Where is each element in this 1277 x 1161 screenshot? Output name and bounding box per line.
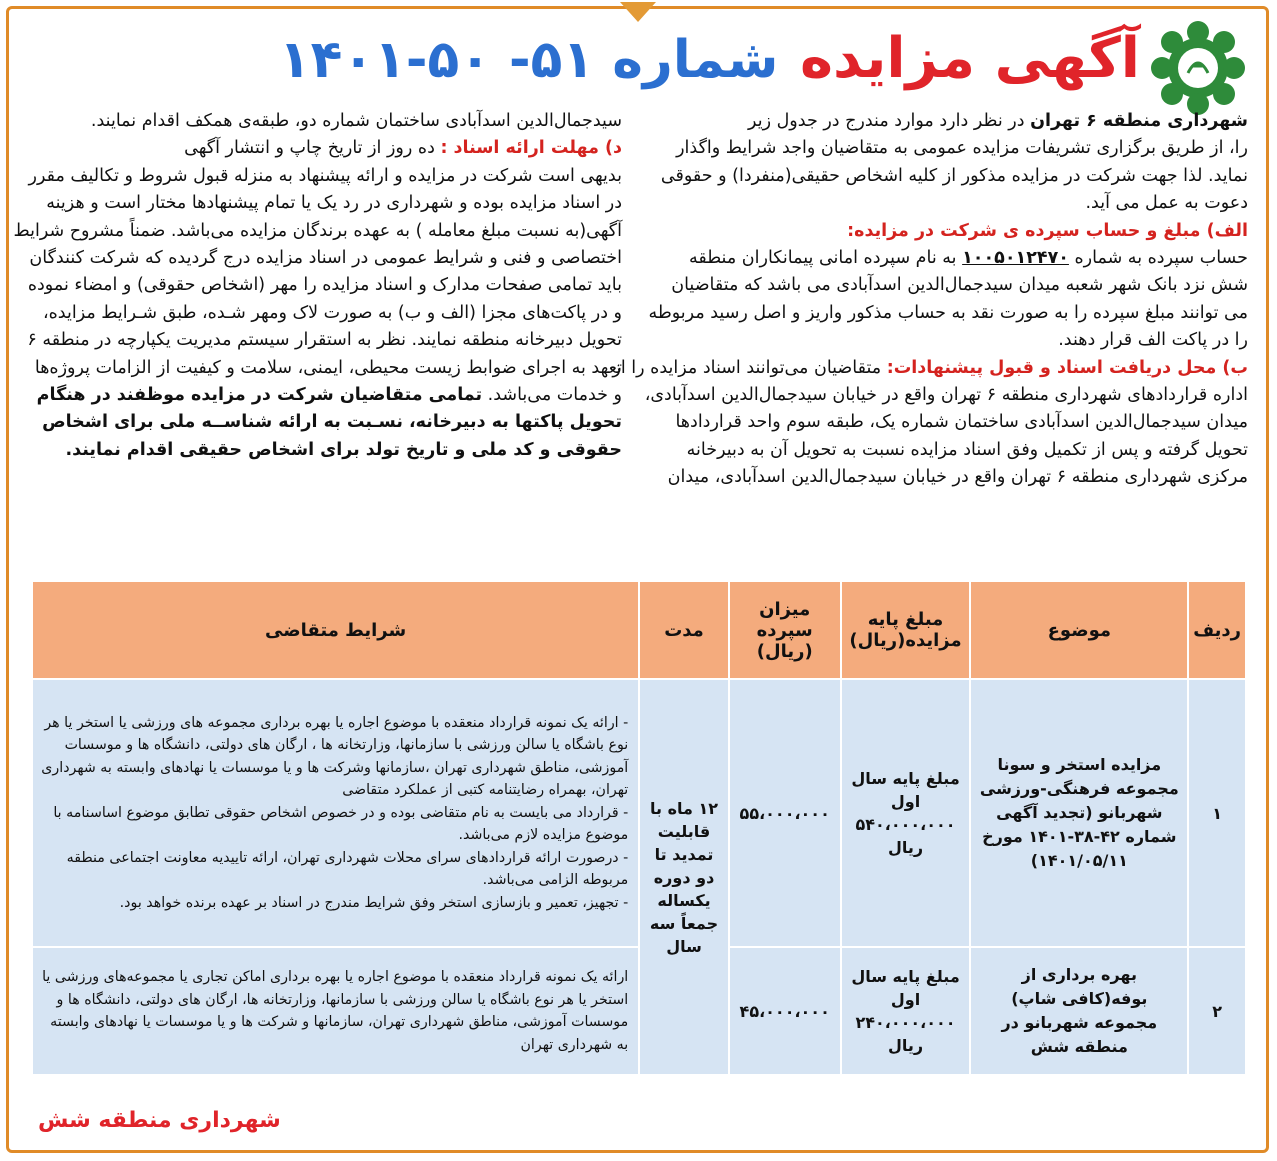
table-header-row	[32, 581, 1246, 679]
left-line-11: و خدمات می‌باشد. تمامی متقاضیان شرکت در مزایده موظفند در هنگام	[36, 385, 622, 406]
row-conditions	[32, 679, 639, 947]
condition-item: - قرارداد می بایست به نام متقاضی بوده و در خصوص اشخاص حقوقی تطابق موضوع اساسنامه با موضوع مزایده لازم می‌باشد.	[53, 804, 629, 844]
header-deposit: میزان سپرده (ریال)	[729, 581, 841, 679]
table-row	[32, 947, 1246, 1075]
intro-line-4: دعوت به عمل می آید.	[1085, 193, 1248, 214]
row-base-price: مبلغ پایه سال اول ۲۴۰،۰۰۰،۰۰۰ ریال	[841, 947, 971, 1075]
header-base-price: مبلغ پایه مزایده(ریال)	[841, 581, 971, 679]
header-row-number: ردیف	[1188, 581, 1246, 679]
section-b-heading: ب) محل دریافت اسناد و قبول پیشنهادات:	[886, 357, 1248, 378]
section-a-line-4: را در پاکت الف قرار دهند.	[1058, 330, 1248, 351]
left-line-3: بدیهی است شرکت در مزایده و ارائه پیشنهاد به منزله قبول شروط و تکالیف مقرر	[28, 165, 622, 186]
row-deposit: ۵۵،۰۰۰،۰۰۰	[729, 679, 841, 947]
header-duration: مدت	[639, 581, 729, 679]
top-pointer-icon	[620, 2, 656, 22]
ad-title	[278, 26, 1140, 106]
condition-item: - تجهیز، تعمیر و بازسازی استخر وفق شرایط مندرج در اسناد بر عهده برنده خواهد بود.	[119, 894, 629, 911]
left-text-column	[13, 108, 622, 464]
intro-line-1: شهرداری منطقه ۶ تهران در نظر دارد موارد مندرج در جدول زیر	[748, 111, 1248, 131]
row-subject: مزایده استخر و سونا مجموعه فرهنگی-ورزشی شهربانو (تجدید آگهی شماره ۴۲-۳۸-۱۴۰۱ مورخ ۱۴۰۱/۰۵/۱۱)	[970, 679, 1188, 947]
intro-line-2: را، از طریق برگزاری تشریفات مزایده عمومی به متقاضیان واجد شرایط واگذار	[676, 138, 1248, 159]
section-a-line-3: می توانند مبلغ سپرده را به صورت نقد به حساب مذکور واریز و اصل رسید مربوطه	[648, 302, 1248, 323]
left-line-6: اختصاصی و فنی و شرایط عمومی در اسناد مزایده درج گردیده که شرکت کنندگان	[29, 248, 622, 269]
intro-line-3: نماید. لذا جهت شرکت در مزایده مذکور از کلیه اشخاص حقیقی(منفردا) و حقوقی	[660, 165, 1248, 186]
section-b-line-2: اداره قراردادهای شهرداری منطقه ۶ تهران واقع در خیابان سیدجمال‌الدین اسدآبادی،	[644, 385, 1248, 406]
row-deposit: ۴۵،۰۰۰،۰۰۰	[729, 947, 841, 1075]
section-b-line-5: مرکزی شهرداری منطقه ۶ تهران واقع در خیابان سیدجمال‌الدین اسدآبادی، میدان	[667, 467, 1248, 488]
left-line-13: حقوقی و کد ملی و تاریخ تولد برای اشخاص حقیقی اقدام نمایند.	[65, 439, 622, 460]
left-line-9: تحویل دبیرخانه منطقه نمایند. نظر به استقرار سیستم مدیریت یکپارچه در منطقه ۶	[27, 330, 622, 351]
header-subject: موضوع	[970, 581, 1188, 679]
row-number: ۱	[1188, 679, 1246, 947]
row-number: ۲	[1188, 947, 1246, 1075]
row-conditions	[32, 947, 639, 1075]
right-text-column	[612, 108, 1248, 492]
left-line-12: تحویل پاکتها به دبیرخانه، نسـبت به ارائه شناســه ملی برای اشخاص	[42, 412, 622, 433]
municipality-logo-icon	[1148, 18, 1248, 118]
left-line-2: د) مهلت ارائه اسناد : ده روز از تاریخ چاپ و انتشار آگهی	[184, 138, 622, 159]
left-line-4: در اسناد مزایده بوده و شهرداری در رد یک یا تمام پیشنهادها مختار است و هزینه	[46, 193, 622, 214]
section-b-line-1: ب) محل دریافت اسناد و قبول پیشنهادات: متقاضیان می‌توانند اسناد مزایده را از	[612, 357, 1248, 378]
row-subject: بهره برداری از بوفه(کافی شاپ) مجموعه شهربانو در منطقه شش	[970, 947, 1188, 1075]
left-line-8: و در پاکت‌های مجزا (الف و ب) به صورت لاک ومهر شـده، طبق شـرایط مزایده،	[42, 302, 622, 323]
left-line-7: باید تمامی صفحات مدارک و اسناد مزایده را مهر (اشخاص حقوقی) و امضاء نموده	[27, 275, 622, 296]
row-base-price: مبلغ پایه سال اول ۵۴۰،۰۰۰،۰۰۰ ریال	[841, 679, 971, 947]
section-a-heading: الف) مبلغ و حساب سپرده ی شرکت در مزایده:	[847, 220, 1248, 241]
title-number: شماره ۵۱- ۵۰-۱۴۰۱	[278, 30, 779, 90]
condition-item: ارائه یک نمونه قرارداد منعقده با موضوع اجاره یا بهره برداری اماکن تجاری یا مجموعه‌های ورزشی یا استخر یا هر نوع باشگاه یا سالن ورزشی با سازمانها، وزارتخانه ها، ارگان های دولتی، دانشگاه ها و موسسات آموزشی، مناطق شهرداری تهران، سازمانها و شرکت ها و یا موسسات یا نهادهای وابسته به شهرداری تهران	[42, 969, 629, 1053]
section-a-line-1: حساب سپرده به شماره ۱۰۰۵۰۱۲۴۷۰ به نام سپرده امانی پیمانکاران منطقه	[688, 248, 1248, 269]
left-line-10: تعهد به اجرای ضوابط زیست محیطی، ایمنی، سلامت و کیفیت از الزامات پروژه‌ها	[34, 357, 622, 378]
table-row	[32, 679, 1246, 947]
row-duration: ۱۲ ماه با قابلیت تمدید تا دو دوره یکساله جمعاً سه سال	[639, 679, 729, 1075]
account-number: ۱۰۰۵۰۱۲۴۷۰	[962, 248, 1069, 269]
condition-item: - ارائه یک نمونه قرارداد منعقده با موضوع اجاره یا بهره برداری مجموعه های ورزشی یا استخر یا هر نوع باشگاه یا سالن ورزشی با سازمانها، وزارتخانه ها ، ارگان های دولتی، دانشگاه ها و موسسات آموزشی، مناطق شهرداری تهران ،سازمانها وشرکت ها و یا موسسات یا نهادهای وابسته به شهرداری تهران، بهمراه رضایتنامه کتبی از عملکرد متقاضی	[41, 714, 629, 799]
left-line-1: سیدجمال‌الدین اسدآبادی ساختمان شماره دو، طبقه‌ی همکف اقدام نمایند.	[90, 111, 622, 131]
deadline-heading: د) مهلت ارائه اسناد :	[440, 138, 622, 159]
section-a-line-2: شش نزد بانک شهر شعبه میدان سیدجمال‌الدین اسدآبادی می باشد که متقاضیان	[671, 275, 1248, 296]
title-word: آگهی مزایده	[799, 26, 1140, 91]
header-conditions: شرایط متقاضی	[32, 581, 639, 679]
footer-signature: شهرداری منطقه شش	[38, 1108, 281, 1133]
section-b-line-3: میدان سیدجمال‌الدین اسدآبادی ساختمان شماره یک، طبقه سوم واحد قراردادها	[675, 412, 1248, 433]
condition-item: - درصورت ارائه قراردادهای سرای محلات شهرداری تهران، ارائه تاییدیه معاونت اجتماعی منطقه مربوطه الزامی می‌باشد.	[66, 849, 629, 889]
auction-items-table	[31, 580, 1247, 1076]
left-line-5: آگهی(به نسبت مبلغ معامله ) به عهده برندگان مزایده می‌باشد. ضمناً مشروح شرایط	[13, 220, 622, 241]
section-b-line-4: تحویل گرفته و پس از تکمیل وفق اسناد مزایده نسبت به تحویل آن به دبیرخانه	[686, 439, 1248, 460]
